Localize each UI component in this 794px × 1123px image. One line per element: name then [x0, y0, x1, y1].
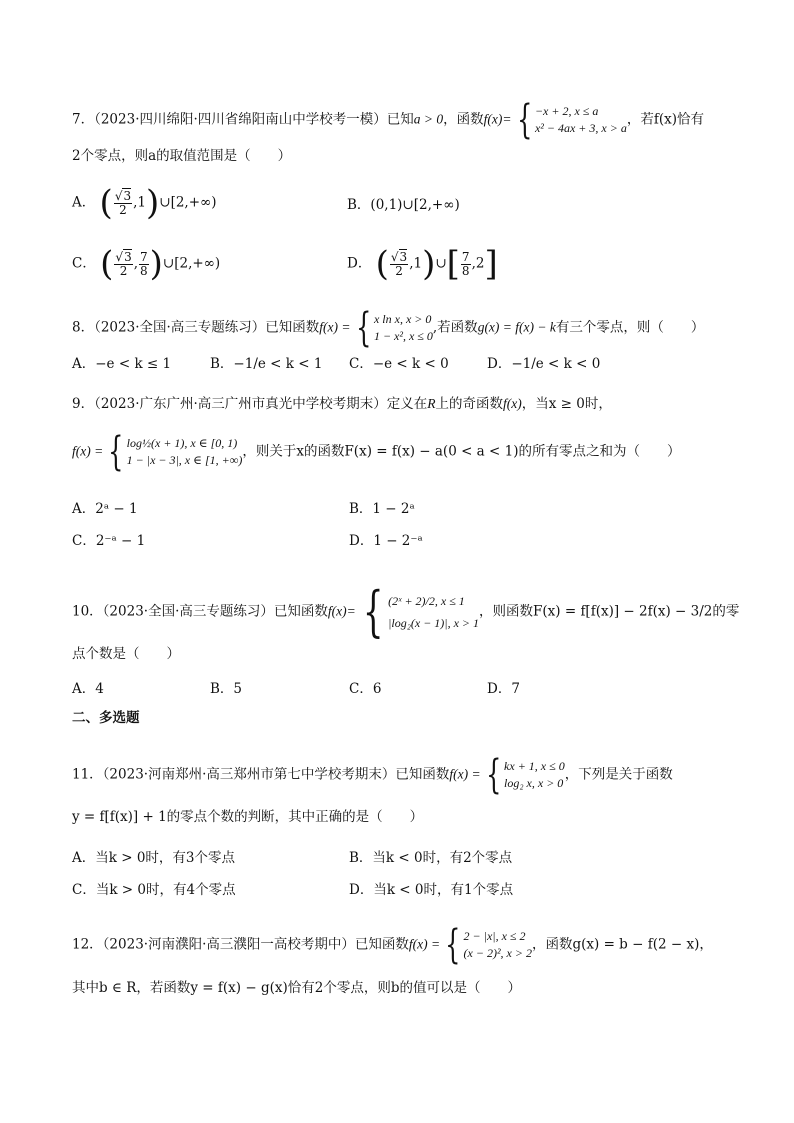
- q11-stem-line2: y = f[f(x)] + 1的零点个数的判断，其中正确的是（ ）: [72, 809, 424, 825]
- q12-stem: [72, 922, 713, 968]
- q11-piecewise: { kx + 1, x ≤ 0 log₂ x, x > 0: [485, 752, 565, 798]
- q12-tail: ，函数g(x) = b − f(2 − x)，: [531, 936, 713, 953]
- q7-option-d[interactable]: D． ( $\frac{√3}{2}$ ,1)∪[ $\frac{7}{8}$ ,2]: [347, 244, 498, 284]
- q7-option-a[interactable]: A． ( $\frac{√3}{2}$ ,1)∪[2,+∞): [72, 183, 217, 223]
- q11-option-b[interactable]: B．当k < 0时，有2个零点: [349, 850, 513, 866]
- q11-tail: ，下列是关于函数: [564, 766, 673, 783]
- q10-option-a[interactable]: A．4: [72, 681, 104, 697]
- q11-prefix: 11．（2023·河南郑州·高三郑州市第七中学校考期末）已知函数: [72, 766, 450, 783]
- q9-case-2: 1 − |x − 3|, x ∈ [1, +∞): [126, 453, 243, 467]
- q8-option-c[interactable]: C．−e < k < 0: [349, 356, 449, 372]
- q10-option-c[interactable]: C．6: [349, 681, 382, 697]
- q9-option-a[interactable]: A．2ᵃ − 1: [72, 501, 138, 517]
- q7-tail: ，若f(x)恰有: [626, 111, 704, 128]
- q10-tail: ，则函数F(x) = f[f(x)] − 2f(x) − 3/2的零: [479, 603, 740, 620]
- q10-prefix: 10．（2023·全国·高三专题练习）已知函数: [72, 603, 328, 620]
- q8-function-name: f(x) =: [319, 319, 351, 335]
- q9-case-1: log½(x + 1), x ∈ [0, 1): [126, 436, 238, 450]
- q11-stem: [72, 752, 673, 798]
- q7-option-a-label: A．: [72, 194, 96, 211]
- q9-line2-text: ，则关于x的函数F(x) = f(x) − a(0 < a < 1)的所有零点之和为（ ）: [242, 443, 681, 460]
- q11-option-a[interactable]: A．当k > 0时，有3个零点: [72, 850, 236, 866]
- q8-mid: ,若函数: [432, 319, 478, 336]
- q10-function-name: f(x)=: [327, 603, 356, 619]
- q8-option-d[interactable]: D．−1/e < k < 0: [487, 356, 601, 372]
- q12-prefix: 12．（2023·河南濮阳·高三濮阳一高校考期中）已知函数: [72, 936, 409, 953]
- q12-case-1: 2 − |x|, x ≤ 2: [463, 929, 526, 943]
- q9-option-b[interactable]: B．1 − 2ᵃ: [349, 501, 415, 517]
- q7-piecewise: { −x + 2, x ≤ a x² − 4ax + 3, x > a: [516, 97, 627, 143]
- q7-option-b[interactable]: [347, 193, 460, 213]
- q9-option-c[interactable]: C．2⁻ᵃ − 1: [72, 533, 146, 549]
- q11-option-d[interactable]: D．当k < 0时，有1个零点: [349, 882, 514, 898]
- q8-tail: 有三个零点，则（ ）: [555, 319, 705, 336]
- q11-case-2: log₂ x, x > 0: [504, 776, 564, 790]
- q7-condition: a > 0: [413, 111, 444, 127]
- q8-prefix: 8．（2023·全国·高三专题练习）已知函数: [72, 319, 320, 336]
- q12-piecewise: { 2 − |x|, x ≤ 2 (x − 2)², x > 2: [445, 922, 532, 968]
- q10-option-b[interactable]: B．5: [210, 681, 243, 697]
- q7-option-c[interactable]: C． ( $\frac{√3}{2}$ , $\frac{7}{8}$ )∪[2,+∞): [72, 244, 221, 284]
- q9-piecewise: { log½(x + 1), x ∈ [0, 1) 1 − |x − 3|, x ∈ [1, +∞): [108, 429, 243, 475]
- q9-function-name-2: f(x) =: [72, 443, 104, 459]
- q9-stem-line2: [72, 429, 681, 475]
- q8-option-a[interactable]: A．−e < k ≤ 1: [72, 356, 172, 372]
- q7-stem-line2: 2个零点，则a的取值范围是（ ）: [72, 148, 292, 164]
- q9-prefix: 9．（2023·广东广州·高三广州市真光中学校考期末）定义在: [72, 396, 428, 412]
- q9-function-name: f(x): [503, 396, 522, 411]
- q8-option-b[interactable]: B．−1/e < k < 1: [210, 356, 323, 372]
- q8-piecewise: { x ln x, x > 0 1 − x², x ≤ 0: [355, 305, 433, 351]
- q11-function-name: f(x) =: [449, 766, 481, 782]
- q9-domain-R: R: [427, 396, 436, 411]
- q7-case-2: x² − 4ax + 3, x > a: [534, 121, 627, 135]
- q7-option-d-label: D．: [347, 255, 372, 272]
- q9-mid: 上的奇函数: [435, 396, 504, 412]
- q9-tail: ，当x ≥ 0时，: [521, 396, 612, 412]
- q10-stem: [72, 580, 740, 643]
- q7-prefix: 7．（2023·四川绵阳·四川省绵阳南山中学校考一模）已知: [72, 111, 414, 128]
- q10-case-1: (2ˣ + 2)/2, x ≤ 1: [388, 594, 465, 608]
- q10-piecewise: { (2ˣ + 2)/2, x ≤ 1 |log₂(x − 1)|, x > 1: [362, 580, 480, 643]
- q12-case-2: (x − 2)², x > 2: [463, 946, 532, 960]
- q12-stem-line2: 其中b ∈ R，若函数y = f(x) − g(x)恰有2个零点，则b的值可以是（ ）: [72, 980, 521, 996]
- q11-case-1: kx + 1, x ≤ 0: [504, 759, 565, 773]
- q7-function-name: f(x)=: [483, 111, 512, 127]
- q10-option-d[interactable]: D．7: [487, 681, 520, 697]
- q10-stem-line2: 点个数是（ ）: [72, 646, 180, 662]
- q7-stem: [72, 97, 704, 143]
- q10-case-2: |log₂(x − 1)|, x > 1: [388, 616, 480, 630]
- q8-case-1: x ln x, x > 0: [373, 312, 432, 326]
- q7-option-b-label: B．: [347, 197, 371, 213]
- q7-case-1: −x + 2, x ≤ a: [534, 104, 599, 118]
- q11-option-c[interactable]: C．当k > 0时，有4个零点: [72, 882, 236, 898]
- q8-case-2: 1 − x², x ≤ 0: [373, 329, 433, 343]
- q8-g-function: g(x) = f(x) − k: [477, 319, 556, 335]
- q7-option-c-label: C．: [72, 255, 96, 272]
- q9-option-d[interactable]: D．1 − 2⁻ᵃ: [349, 533, 423, 549]
- q7-option-b-expr: (0,1)∪[2,+∞): [370, 197, 460, 213]
- q8-stem: [72, 305, 705, 351]
- q9-stem: [72, 395, 612, 413]
- q7-mid: ，函数: [443, 111, 484, 128]
- section-heading: 二、多选题: [72, 710, 140, 725]
- q12-function-name: f(x) =: [408, 936, 441, 952]
